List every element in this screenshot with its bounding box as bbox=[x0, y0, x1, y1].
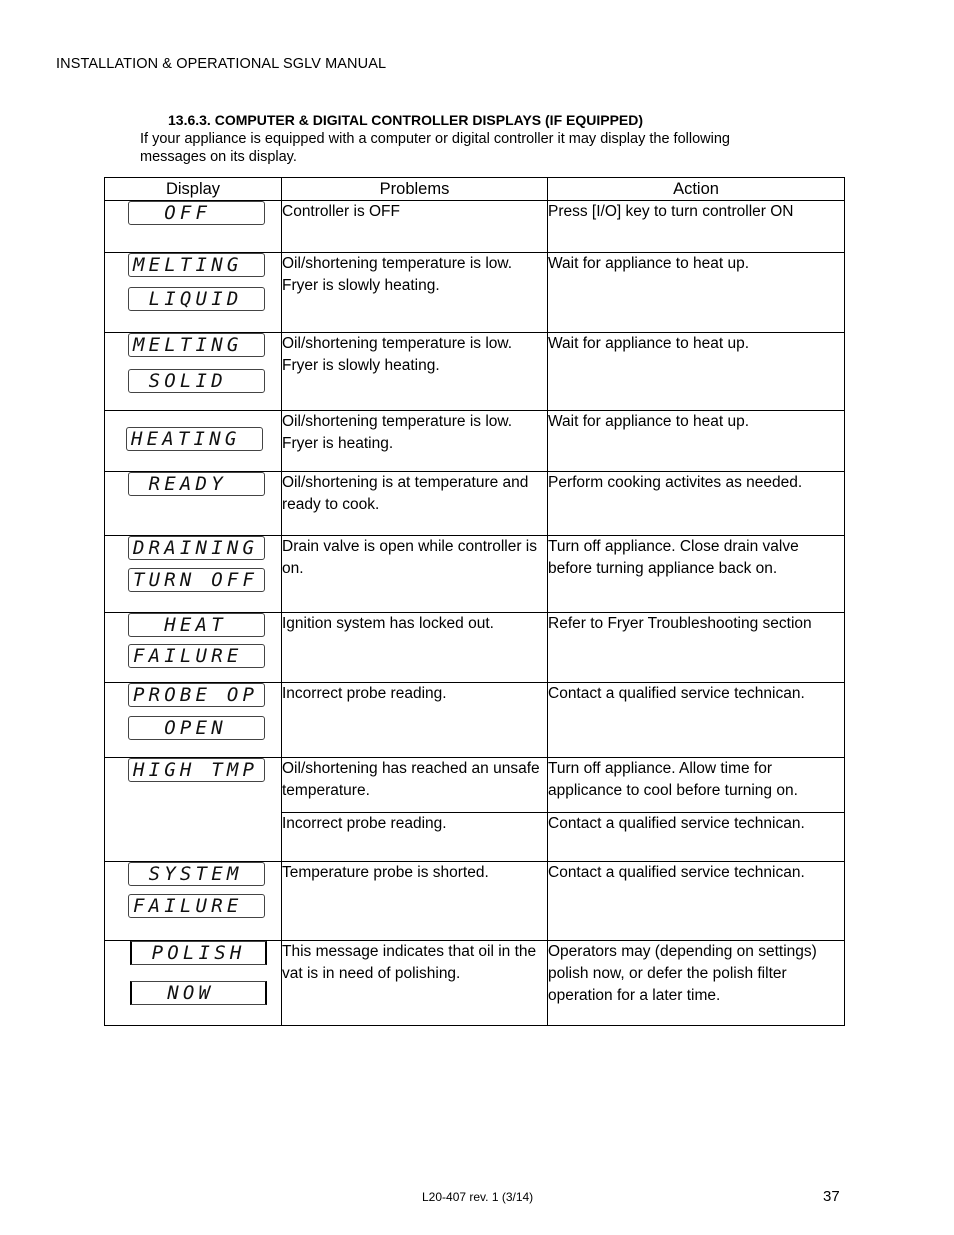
display-cell bbox=[105, 536, 282, 613]
lcd-display: HIGH TMP bbox=[128, 758, 265, 782]
lcd-display-line-2: OPEN bbox=[128, 716, 265, 740]
lcd-display-line-1: MELTING bbox=[128, 333, 265, 357]
table-row bbox=[105, 201, 845, 253]
table-header-row bbox=[105, 178, 845, 201]
header-action: Action bbox=[548, 178, 845, 201]
action-cell: Press [I/O] key to turn controller ON bbox=[548, 201, 845, 253]
problem-cell: Incorrect probe reading. bbox=[282, 683, 548, 758]
lcd-display: READY bbox=[128, 472, 265, 496]
section-title: 13.6.3. COMPUTER & DIGITAL CONTROLLER DISPLAYS (IF EQUIPPED) bbox=[168, 112, 644, 128]
lcd-display-line-2: TURN OFF bbox=[128, 568, 265, 592]
display-cell bbox=[105, 333, 282, 411]
action-cell: Contact a qualified service technican. bbox=[548, 813, 845, 862]
intro-line-2: messages on its display. bbox=[140, 149, 297, 165]
problem-cell: Ignition system has locked out. bbox=[282, 613, 548, 683]
header-display: Display bbox=[105, 178, 282, 201]
table-row bbox=[105, 411, 845, 472]
display-cell bbox=[105, 472, 282, 536]
action-cell: Contact a qualified service technican. bbox=[548, 862, 845, 941]
table-row bbox=[105, 758, 845, 813]
table-row bbox=[105, 683, 845, 758]
table-row bbox=[105, 613, 845, 683]
lcd-display-line-1: POLISH bbox=[130, 941, 267, 965]
action-cell: Operators may (depending on settings) polish now, or defer the polish filter operation for a later time. bbox=[548, 941, 845, 1026]
lcd-display-line-1: DRAINING bbox=[128, 536, 265, 560]
display-cell bbox=[105, 613, 282, 683]
problem-cell: Oil/shortening is at temperature and ready to cook. bbox=[282, 472, 548, 536]
problem-cell: This message indicates that oil in the vat is in need of polishing. bbox=[282, 941, 548, 1026]
display-cell bbox=[105, 411, 282, 472]
table-row bbox=[105, 862, 845, 941]
problem-cell: Incorrect probe reading. bbox=[282, 813, 548, 862]
problem-cell: Temperature probe is shorted. bbox=[282, 862, 548, 941]
lcd-display-line-2: LIQUID bbox=[128, 287, 265, 311]
display-cell bbox=[105, 683, 282, 758]
table-row bbox=[105, 333, 845, 411]
lcd-display-line-1: PROBE OP bbox=[128, 683, 265, 707]
table-row bbox=[105, 536, 845, 613]
lcd-display-line-2: FAILURE bbox=[128, 894, 265, 918]
lcd-display-line-2: NOW bbox=[130, 981, 267, 1005]
action-cell: Turn off appliance. Close drain valve before turning appliance back on. bbox=[548, 536, 845, 613]
action-cell: Contact a qualified service technican. bbox=[548, 683, 845, 758]
problem-cell: Drain valve is open while controller is on. bbox=[282, 536, 548, 613]
problem-cell: Oil/shortening temperature is low. Fryer is slowly heating. bbox=[282, 253, 548, 333]
intro-line-1: If your appliance is equipped with a computer or digital controller it may display the following bbox=[140, 131, 730, 147]
document-code: L20-407 rev. 1 (3/14) bbox=[422, 1190, 534, 1204]
action-cell: Refer to Fryer Troubleshooting section bbox=[548, 613, 845, 683]
action-cell: Wait for appliance to heat up. bbox=[548, 411, 845, 472]
header-problems: Problems bbox=[282, 178, 548, 201]
lcd-display: HEATING bbox=[126, 427, 263, 451]
problem-cell: Oil/shortening temperature is low. Fryer is slowly heating. bbox=[282, 333, 548, 411]
display-cell bbox=[105, 862, 282, 941]
table-row bbox=[105, 253, 845, 333]
display-cell bbox=[105, 758, 282, 862]
page-header: INSTALLATION & OPERATIONAL SGLV MANUAL bbox=[56, 56, 387, 72]
page-number: 37 bbox=[823, 1188, 840, 1205]
display-cell bbox=[105, 201, 282, 253]
lcd-display-line-2: FAILURE bbox=[128, 644, 265, 668]
problem-cell: Oil/shortening has reached an unsafe temperature. bbox=[282, 758, 548, 813]
section-intro bbox=[140, 130, 820, 166]
lcd-display: OFF bbox=[128, 201, 265, 225]
action-cell: Wait for appliance to heat up. bbox=[548, 333, 845, 411]
display-cell bbox=[105, 941, 282, 1026]
lcd-display-line-1: MELTING bbox=[128, 253, 265, 277]
lcd-display-line-1: SYSTEM bbox=[128, 862, 265, 886]
display-messages-table bbox=[104, 177, 845, 1026]
table-row bbox=[105, 941, 845, 1026]
table-row bbox=[105, 472, 845, 536]
display-cell bbox=[105, 253, 282, 333]
problem-cell: Oil/shortening temperature is low. Fryer is heating. bbox=[282, 411, 548, 472]
action-cell: Wait for appliance to heat up. bbox=[548, 253, 845, 333]
action-cell: Perform cooking activites as needed. bbox=[548, 472, 845, 536]
action-cell: Turn off appliance. Allow time for applicance to cool before turning on. bbox=[548, 758, 845, 813]
lcd-display-line-2: SOLID bbox=[128, 369, 265, 393]
lcd-display-line-1: HEAT bbox=[128, 613, 265, 637]
problem-cell: Controller is OFF bbox=[282, 201, 548, 253]
